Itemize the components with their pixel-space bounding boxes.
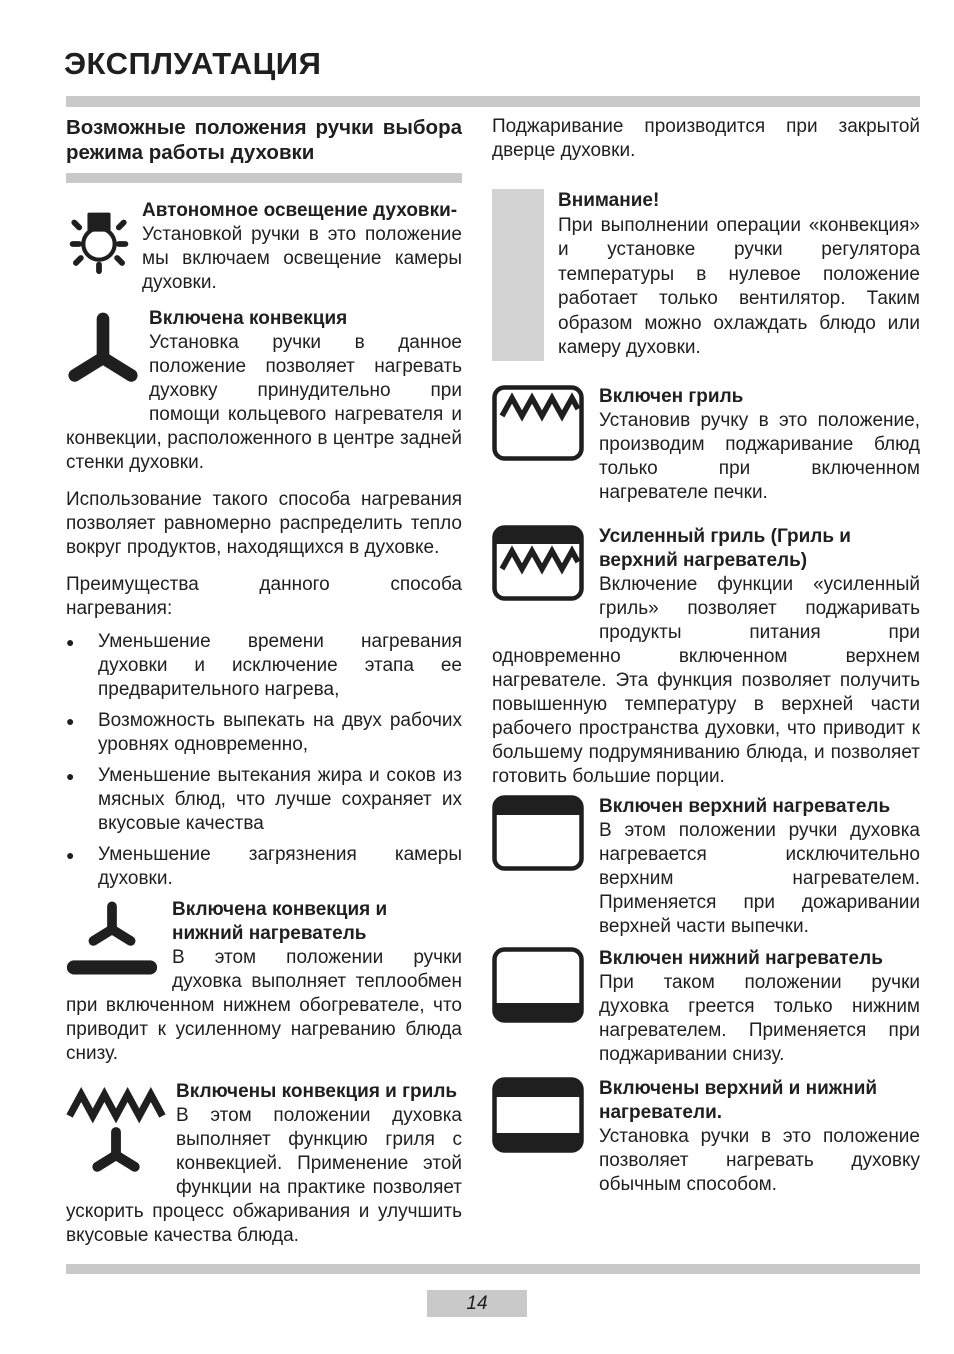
bullet-icon: ● xyxy=(66,713,75,729)
mode-heading: Усиленный гриль (Гриль и верхний нагреватель) xyxy=(599,525,851,571)
convection-fan-icon xyxy=(66,307,140,401)
convection-grill-icon xyxy=(66,1080,166,1184)
mode-heading: Включены верхний и нижний нагреватели. xyxy=(599,1077,878,1123)
mode-heading: Включена конвекция и нижний нагреватель xyxy=(172,899,388,944)
mode-text xyxy=(599,385,920,505)
mode-heading: Включен верхний нагреватель xyxy=(599,795,891,817)
mode-body: Установкой ручки в это положение мы включаем освещение камеры духовки. xyxy=(142,224,462,293)
mode-body: Установка ручки в это положение позволяет нагревать духовку обычным способом. xyxy=(599,1125,920,1195)
top-divider xyxy=(66,96,920,107)
warning-note xyxy=(492,189,920,361)
page-number: 14 xyxy=(466,1292,488,1314)
mode-body: В этом положении ручки духовка выполняет теплообмен при включенном нижнем обогревателе, что приводит к усиленному нагреванию блюда снизу. xyxy=(66,947,462,1064)
mode-body: Включение функции «усиленный гриль» позволяет поджаривать продукты питания при одновременно включенном верхнем нагревателе. Эта функция позволяет получить повышенную температуру в верхней части рабочего пространства духовки, что приводит к большему подрумяниванию блюда, и позволяет готовить большие порции. xyxy=(492,573,920,787)
mode-heading: Включен нижний нагреватель xyxy=(599,947,883,969)
bullet-icon: ● xyxy=(66,847,75,863)
mode-body: В этом положении духовка выполняет функцию гриля с конвекцией. Применение этой функции на практике позволяет ускорить процесс обжаривания и улучшить вкусовые качества блюда. xyxy=(66,1105,462,1246)
warning-title: Внимание! xyxy=(558,190,660,211)
list-item xyxy=(66,709,462,757)
mode-body: При таком положении ручки духовка греется только нижним нагревателем. Применяется при поджаривании снизу. xyxy=(599,971,920,1065)
warning-text xyxy=(558,189,920,361)
mode-convection xyxy=(66,307,462,475)
left-column xyxy=(66,113,462,1248)
mode-top-bottom-heat xyxy=(492,1077,920,1197)
list-item xyxy=(66,843,462,891)
mode-heading: Включены конвекция и гриль xyxy=(176,1081,458,1102)
mode-heading: Включен гриль xyxy=(599,385,744,407)
bottom-divider xyxy=(66,1264,920,1274)
page-title: ЭКСПЛУАТАЦИЯ xyxy=(64,46,322,81)
mode-text xyxy=(599,1077,920,1197)
mode-oven-light xyxy=(66,199,462,295)
top-bottom-heat-icon xyxy=(492,1077,599,1153)
advantages-intro: Преимущества данного способа нагревания: xyxy=(66,574,462,619)
list-item-text: Возможность выпекать на двух рабочих уровнях одновременно, xyxy=(98,710,462,755)
bullet-icon: ● xyxy=(66,768,75,784)
top-heat-icon xyxy=(492,795,599,871)
left-column-heading: Возможные положения ручки выбора режима работы духовки xyxy=(66,116,462,164)
mode-convection-grill xyxy=(66,1080,462,1248)
mode-top-heat xyxy=(492,795,920,939)
mode-heading: Включена конвекция xyxy=(149,308,348,329)
page-number-box xyxy=(427,1290,527,1317)
right-column xyxy=(492,113,920,1248)
intro-paragraph: Поджаривание производится при закрытой дверце духовки. xyxy=(492,116,920,161)
mode-heading: Автономное освещение духовки- xyxy=(142,200,458,221)
mode-intense-grill xyxy=(492,525,920,789)
warning-marker xyxy=(492,189,544,361)
oven-light-icon xyxy=(66,199,142,279)
list-item xyxy=(66,764,462,836)
intense-grill-icon xyxy=(492,525,584,601)
mode-body: Установка ручки в данное положение позволяет нагревать духовку принудительно при помощи кольцевого нагревателя и конвекции, расположенного в центре задней стенки духовки. xyxy=(66,332,462,473)
usage-paragraph: Использование такого способа нагревания позволяет равномерно распределить тепло вокруг продуктов, находящихся в духовке. xyxy=(66,489,462,558)
list-item-text: Уменьшение загрязнения камеры духовки. xyxy=(98,844,462,889)
content-columns xyxy=(0,107,954,1248)
bottom-heat-icon xyxy=(492,947,599,1023)
list-item-text: Уменьшение времени нагревания духовки и исключение этапа ее предварительного нагрева, xyxy=(98,631,462,700)
mode-body: В этом положении ручки духовка нагревается исключительно верхним нагревателем. Применяется при дожаривании верхней части выпечки. xyxy=(599,819,920,937)
list-item-text: Уменьшение вытекания жира и соков из мясных блюд, что лучше сохраняет их вкусовые качества xyxy=(98,765,462,834)
mode-body: Установив ручку в это положение, производим поджаривание блюд только при включенном нагревателе печки. xyxy=(599,409,920,503)
warning-body: При выполнении операции «конвекция» и установке ручки регулятора температуры в нулевое положение работает только вентилятор. Таким образом можно охлаждать блюдо или камеру духовки. xyxy=(558,214,920,358)
mode-convection-bottom-heat xyxy=(66,898,462,1066)
left-heading-divider xyxy=(66,173,462,183)
mode-text xyxy=(599,795,920,939)
mode-text xyxy=(142,199,462,295)
list-item xyxy=(66,630,462,702)
mode-text xyxy=(599,947,920,1067)
convection-bottom-heat-icon xyxy=(66,898,158,982)
grill-icon xyxy=(492,385,599,461)
bullet-icon: ● xyxy=(66,634,75,650)
mode-bottom-heat xyxy=(492,947,920,1067)
advantages-list xyxy=(66,630,462,891)
mode-grill xyxy=(492,385,920,505)
